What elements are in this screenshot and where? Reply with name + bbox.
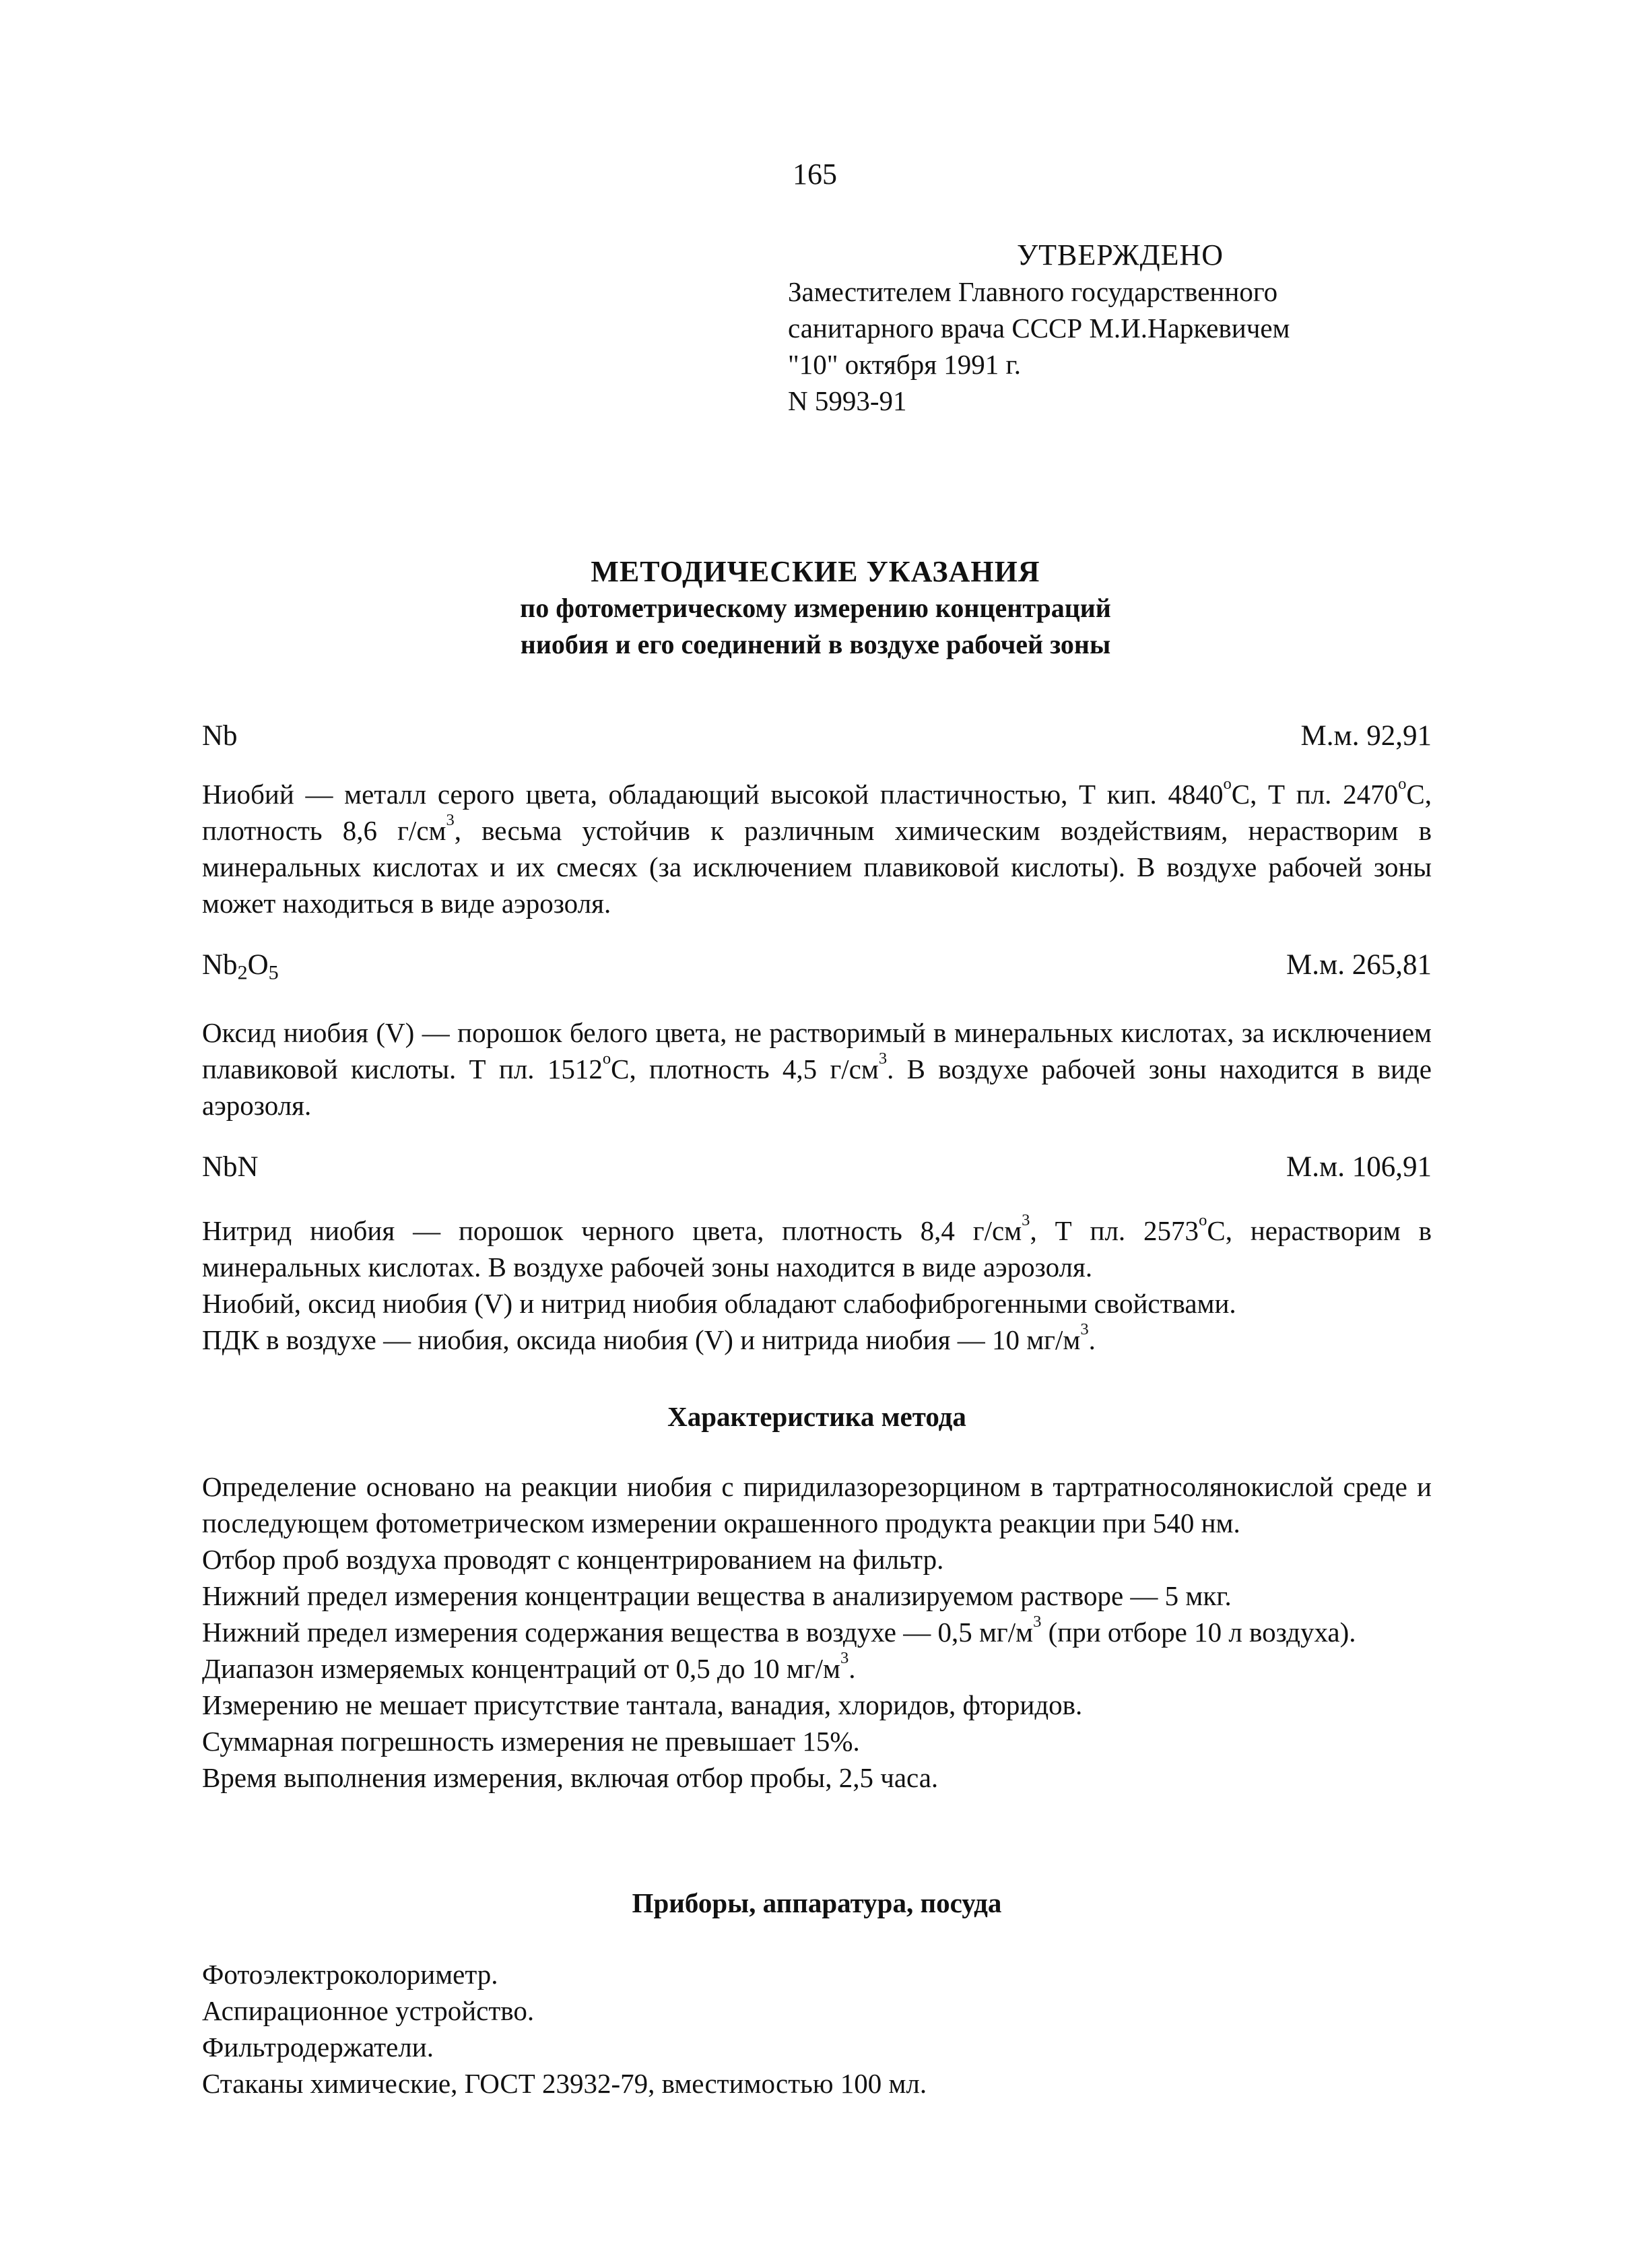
substance-description-nbn (202, 1212, 1432, 1358)
approval-number: N 5993-91 (788, 385, 907, 416)
section-title-devices: Приборы, аппаратура, посуда (632, 1887, 1002, 1918)
list-item: Аспирационное устройство. (202, 1995, 535, 2026)
approval-title: УТВЕРЖДЕНО (1017, 238, 1224, 271)
substance-description-nb2o5 (202, 1014, 1432, 1124)
paragraph: Суммарная погрешность измерения не превышает 15%. (202, 1726, 860, 1757)
method-section (202, 1468, 1432, 1796)
molar-mass: М.м. 265,81 (1286, 949, 1432, 981)
chemical-formula: NbN (202, 1151, 259, 1183)
molar-mass: М.м. 92,91 (1300, 720, 1432, 752)
approval-line: "10" октября 1991 г. (788, 349, 1021, 380)
list-item: Фотоэлектроколориметр. (202, 1959, 498, 1990)
substance-description-nb (202, 776, 1432, 921)
paragraph: Отбор проб воздуха проводят с концентрированием на фильтр. (202, 1544, 944, 1575)
approval-block (788, 237, 1461, 419)
devices-list (202, 1956, 1432, 2102)
substance-header-nb2o5 (202, 947, 1432, 983)
list-item: Фильтродержатели. (202, 2032, 434, 2063)
approval-line: Заместителем Главного государственного (788, 276, 1278, 307)
paragraph: Ниобий, оксид ниобия (V) и нитрид ниобия обладают слабофиброгенными свойствами. (202, 1288, 1236, 1319)
paragraph: Оксид ниобия (V) — порошок белого цвета, не растворимый в минеральных кислотах, за исключением плавиковой кислоты. Т пл. $1512^оС$, плотность 4,5 $г/см^3$. В воздухе рабочей зоны находится в виде аэрозоля. (202, 1017, 1432, 1121)
paragraph: ПДК в воздухе — ниобия, оксида ниобия (V) и нитрида ниобия — 10 $мг/м^3$. (202, 1320, 1096, 1355)
section-title-method: Характеристика метода (667, 1401, 966, 1432)
document-title-main: МЕТОДИЧЕСКИЕ УКАЗАНИЯ (591, 555, 1040, 588)
paragraph: Ниобий — металл серого цвета, обладающий высокой пластичностью, Т кип. $4840^оС$, Т пл. $2470^оС$, плотность 8,6 $г/см^3$, весьма устойчив к различным химическим воздействиям, нерастворим в минеральных кислотах и их смесях (за исключением плавиковой кислоты). В воздухе рабочей зоны может находиться в виде аэрозоля. (202, 774, 1432, 919)
substance-header-nbn (202, 1149, 1432, 1186)
molar-mass: М.м. 106,91 (1286, 1151, 1432, 1183)
document-title (202, 554, 1429, 663)
chemical-formula: Nb (202, 720, 238, 752)
approval-line: санитарного врача СССР М.И.Наркевичем (788, 313, 1290, 344)
document-title-subtitle: ниобия и его соединений в воздухе рабочей зоны (520, 629, 1111, 659)
substance-header-nb (202, 718, 1432, 754)
paragraph: Измерению не мешает присутствие тантала, ванадия, хлоридов, фторидов. (202, 1689, 1083, 1720)
list-item: Стаканы химические, ГОСТ 23932-79, вместимостью 100 мл. (202, 2068, 927, 2099)
paragraph: Нижний предел измерения концентрации вещества в анализируемом растворе — 5 мкг. (202, 1580, 1232, 1611)
chemical-formula: $Nb_2O_5$ (202, 949, 279, 984)
paragraph: Нитрид ниобия — порошок черного цвета, плотность 8,4 $г/см^3$, Т пл. $2573^оС$, нерастворим в минеральных кислотах. В воздухе рабочей зоны находится в виде аэрозоля. (202, 1210, 1432, 1283)
paragraph: Определение основано на реакции ниобия с пиридилазорезорцином в тартратносолянокислой среде и последующем фотометрическом измерении окрашенного продукта реакции при 540 нм. (202, 1471, 1432, 1538)
document-title-subtitle: по фотометрическому измерению концентраций (520, 593, 1111, 623)
page-number: 165 (793, 158, 837, 191)
paragraph: Диапазон измеряемых концентраций от 0,5 до 10 $мг/м^3$. (202, 1648, 856, 1684)
paragraph: Нижний предел измерения содержания вещества в воздухе — 0,5 $мг/м^3$ (при отборе 10 л воздуха). (202, 1612, 1356, 1648)
paragraph: Время выполнения измерения, включая отбор пробы, 2,5 часа. (202, 1762, 939, 1793)
